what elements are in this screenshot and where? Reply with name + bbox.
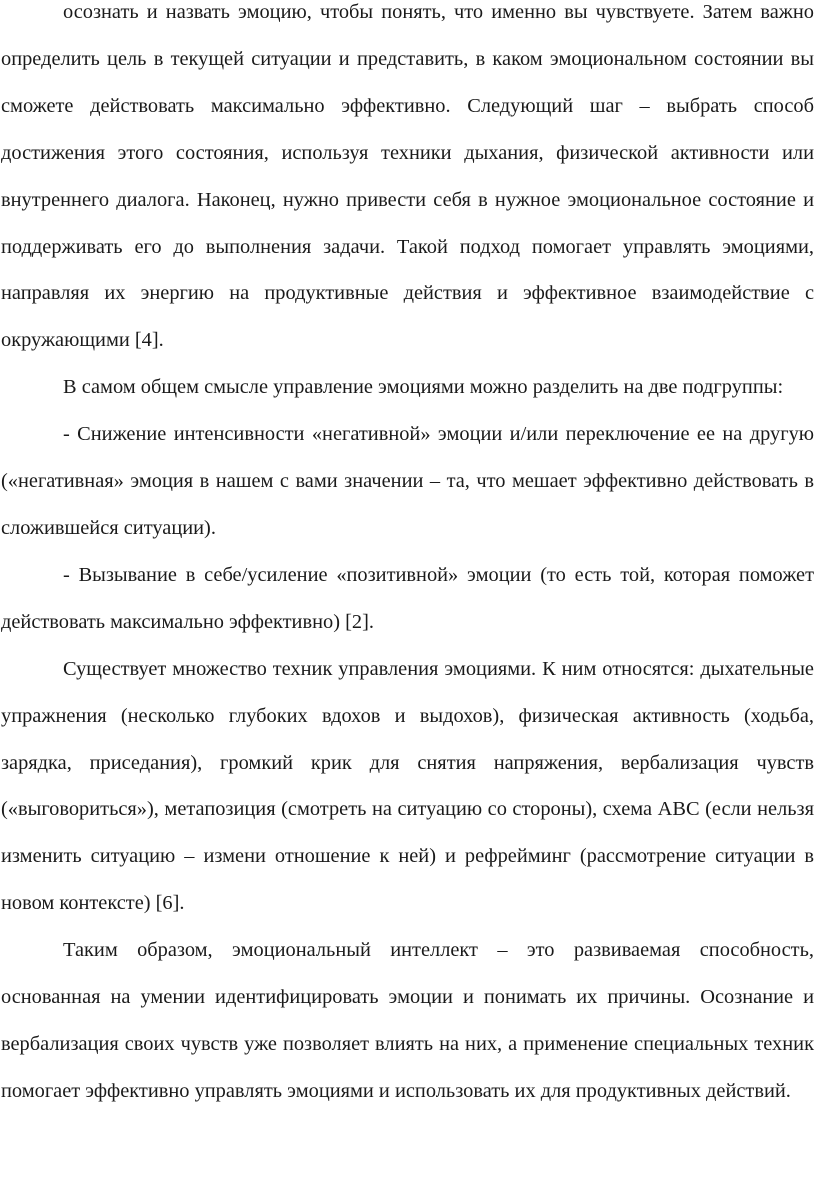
paragraph-subgroup-negative: - Снижение интенсивности «негативной» эмоции и/или переключение ее на другую («негативная» эмоция в нашем с вами значении – та, что мешает эффективно действовать в сложившейся ситуации).: [1, 423, 814, 539]
paragraph-conclusion: Таким образом, эмоциональный интеллект – это развиваемая способность, основанная на умении идентифицировать эмоции и понимать их причины. Осознание и вербализация своих чувств уже позволяет влиять на них, а применение специальных техник помогает эффективно управлять эмоциями и использовать их для продуктивных действий.: [1, 939, 814, 1102]
paragraph-subgroup-positive: - Вызывание в себе/усиление «позитивной» эмоции (то есть той, которая поможет действовать максимально эффективно) [2].: [1, 563, 814, 633]
paragraph-emotion-steps: осознать и назвать эмоцию, чтобы понять, что именно вы чувствуете. Затем важно определить цель в текущей ситуации и представить, в каком эмоциональном состоянии вы сможете действовать максимально эффективно. Следующий шаг – выбрать способ достижения этого состояния, используя техники дыхания, физической активности или внутреннего диалога. Наконец, нужно привести себя в нужное эмоциональное состояние и поддерживать его до выполнения задачи. Такой подход помогает управлять эмоциями, направляя их энергию на продуктивные действия и эффективное взаимодействие с окружающими [4].: [1, 1, 814, 352]
paragraph-subgroups-intro: В самом общем смысле управление эмоциями можно разделить на две подгруппы:: [63, 376, 784, 399]
paragraph-techniques: Существует множество техник управления эмоциями. К ним относятся: дыхательные упражнения (несколько глубоких вдохов и выдохов), физическая активность (ходьба, зарядка, приседания), громкий крик для снятия напряжения, вербализация чувств («выговориться»), метапозиция (смотреть на ситуацию со стороны), схема АВС (если нельзя изменить ситуацию – измени отношение к ней) и рефрейминг (рассмотрение ситуации в новом контексте) [6].: [1, 657, 814, 915]
